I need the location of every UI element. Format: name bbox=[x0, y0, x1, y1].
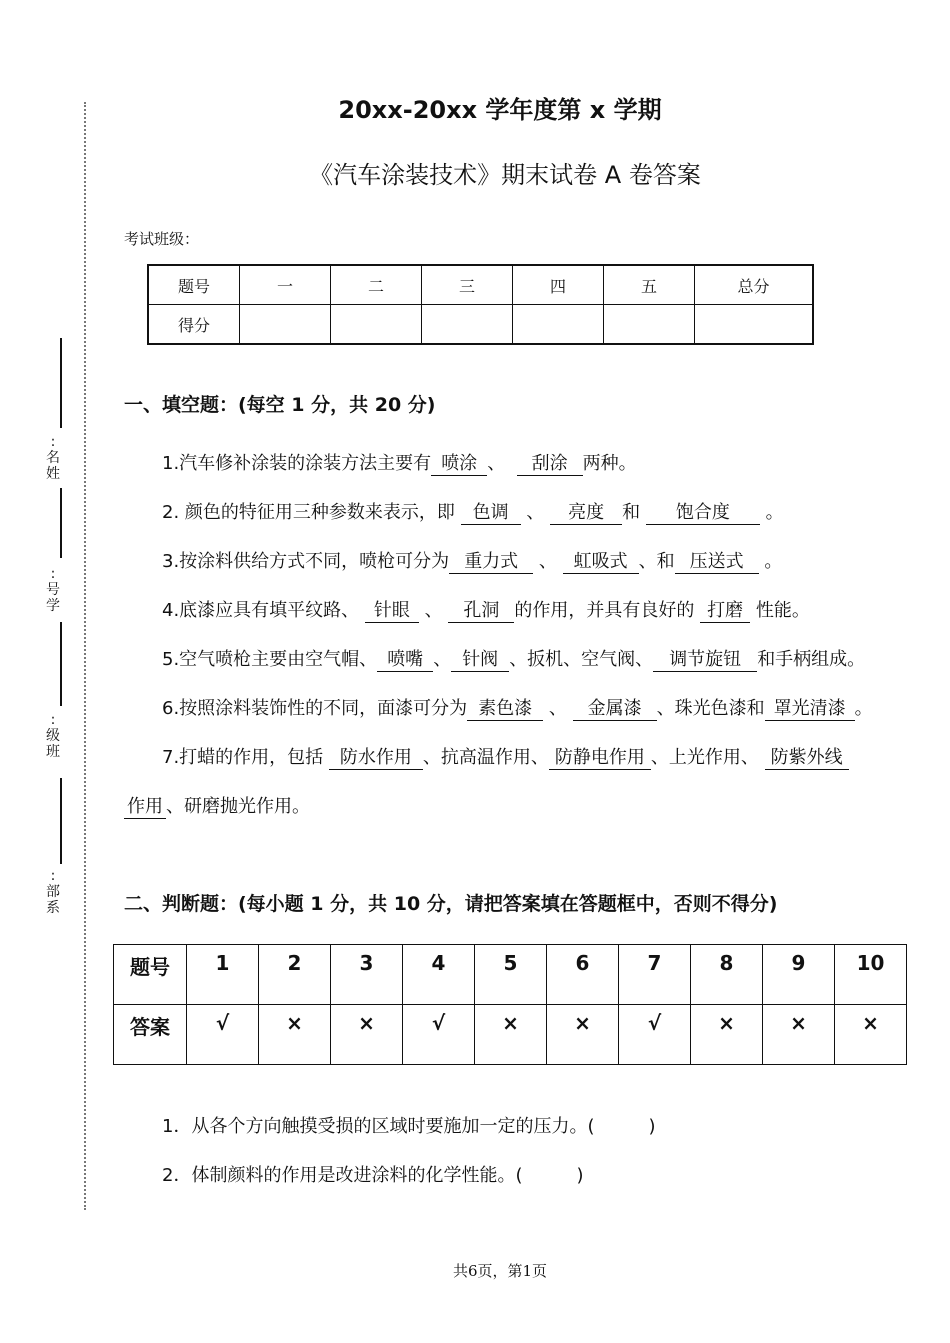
fill-question-2: 2. 颜色的特征用三种参数来表示，即 色调 、 亮度 和 饱合度 。 bbox=[162, 498, 784, 525]
score-cell bbox=[513, 305, 604, 345]
judge-question-1: 1．从各个方向触摸受损的区域时要施加一定的压力。( ) bbox=[162, 1116, 656, 1137]
score-cell bbox=[695, 305, 814, 345]
judge-number-cell: 5 bbox=[475, 945, 547, 1005]
answer-blank: 打磨 bbox=[700, 596, 750, 623]
fill-question-3: 3.按涂料供给方式不同，喷枪可分为 重力式 、 虹吸式 、和 压送式 。 bbox=[162, 547, 782, 574]
answer-blank: 色调 bbox=[461, 498, 521, 525]
judge-number-cell: 10 bbox=[835, 945, 907, 1005]
fill-question-4: 4.底漆应具有填平纹路、 针眼 、 孔洞 的作用，并具有良好的 打磨 性能。 bbox=[162, 596, 810, 623]
class-label: : 级 班 bbox=[46, 712, 60, 760]
judge-row-label: 题号 bbox=[114, 945, 187, 1005]
binding-line bbox=[60, 488, 62, 558]
binding-dotted-line bbox=[84, 102, 86, 1210]
section1-heading: 一、填空题：(每空 1 分，共 20 分) bbox=[124, 394, 436, 416]
judge-number-cell: 7 bbox=[619, 945, 691, 1005]
score-table-score-row bbox=[148, 305, 813, 345]
answer-blank: 亮度 bbox=[550, 498, 622, 525]
answer-blank: 虹吸式 bbox=[563, 547, 639, 574]
binding-line bbox=[60, 622, 62, 706]
judge-number-cell: 1 bbox=[187, 945, 259, 1005]
score-header-cell: 三 bbox=[422, 265, 513, 305]
student-id-label: : 号 学 bbox=[46, 566, 60, 614]
page-footer: 共6页，第1页 bbox=[452, 1262, 548, 1280]
section2-heading: 二、判断题：(每小题 1 分，共 10 分，请把答案填在答题框中，否则不得分) bbox=[124, 893, 778, 915]
score-header-cell: 一 bbox=[240, 265, 331, 305]
answer-blank: 调节旋钮 bbox=[653, 645, 757, 672]
judge-number-cell: 9 bbox=[763, 945, 835, 1005]
fill-question-7-continued: 作用 、研磨抛光作用。 bbox=[124, 792, 310, 819]
score-table bbox=[147, 264, 814, 345]
answer-blank: 针眼 bbox=[365, 596, 419, 623]
score-table-header-row bbox=[148, 265, 813, 305]
judge-row-label: 答案 bbox=[114, 1005, 187, 1065]
answer-blank: 针阀 bbox=[451, 645, 509, 672]
answer-blank: 素色漆 bbox=[467, 694, 543, 721]
fill-question-1: 1.汽车修补涂装的涂装方法主要有 喷涂 、 刮涂 两种。 bbox=[162, 449, 637, 476]
score-header-cell: 五 bbox=[604, 265, 695, 305]
answer-blank: 金属漆 bbox=[573, 694, 657, 721]
judge-answer-cell: × bbox=[763, 1005, 835, 1065]
score-cell bbox=[422, 305, 513, 345]
answer-blank: 喷嘴 bbox=[377, 645, 433, 672]
answer-blank: 喷涂 bbox=[431, 449, 487, 476]
judge-question-2: 2．体制颜料的作用是改进涂料的化学性能。( ) bbox=[162, 1165, 584, 1186]
judge-number-cell: 6 bbox=[547, 945, 619, 1005]
score-row-label: 得分 bbox=[148, 305, 240, 345]
judge-answer-cell: √ bbox=[403, 1005, 475, 1065]
judge-number-cell: 8 bbox=[691, 945, 763, 1005]
judge-number-cell: 3 bbox=[331, 945, 403, 1005]
score-cell bbox=[240, 305, 331, 345]
answer-blank: 刮涂 bbox=[517, 449, 583, 476]
exam-class-label: 考试班级： bbox=[124, 230, 200, 248]
score-header-cell: 题号 bbox=[148, 265, 240, 305]
judge-answer-cell: √ bbox=[619, 1005, 691, 1065]
judge-answer-cell: × bbox=[259, 1005, 331, 1065]
score-cell bbox=[331, 305, 422, 345]
fill-question-6: 6.按照涂料装饰性的不同，面漆可分为 素色漆 、 金属漆 、珠光色漆和 罩光清漆 。 bbox=[162, 694, 873, 721]
fill-question-7: 7.打蜡的作用，包括 防水作用 、抗高温作用、 防静电作用 、上光作用、 防紫外线 bbox=[162, 743, 849, 770]
judge-number-cell: 4 bbox=[403, 945, 475, 1005]
answer-blank: 重力式 bbox=[449, 547, 533, 574]
judge-answer-row bbox=[114, 1005, 907, 1065]
binding-line bbox=[60, 338, 62, 428]
score-cell bbox=[604, 305, 695, 345]
answer-blank: 饱合度 bbox=[646, 498, 760, 525]
fill-question-5: 5.空气喷枪主要由空气帽、 喷嘴 、 针阀 、扳机、空气阀、 调节旋钮 和手柄组成。 bbox=[162, 645, 865, 672]
answer-blank: 孔洞 bbox=[448, 596, 514, 623]
answer-blank: 罩光清漆 bbox=[765, 694, 855, 721]
judge-answer-cell: √ bbox=[187, 1005, 259, 1065]
page-subtitle: 《汽车涂装技术》期末试卷 A 卷答案 bbox=[309, 161, 701, 189]
score-header-cell: 总分 bbox=[695, 265, 814, 305]
department-label: : 部 系 bbox=[46, 868, 60, 916]
judge-answer-cell: × bbox=[547, 1005, 619, 1065]
judge-number-cell: 2 bbox=[259, 945, 331, 1005]
answer-blank: 防静电作用 bbox=[549, 743, 651, 770]
score-header-cell: 二 bbox=[331, 265, 422, 305]
judge-answer-cell: × bbox=[691, 1005, 763, 1065]
judge-answer-cell: × bbox=[835, 1005, 907, 1065]
judge-number-row bbox=[114, 945, 907, 1005]
answer-blank: 防水作用 bbox=[329, 743, 423, 770]
page-title: 20xx-20xx 学年度第 x 学期 bbox=[338, 96, 662, 124]
answer-blank: 压送式 bbox=[675, 547, 759, 574]
score-header-cell: 四 bbox=[513, 265, 604, 305]
binding-line bbox=[60, 778, 62, 864]
answer-blank: 作用 bbox=[124, 792, 166, 819]
judge-answer-table bbox=[113, 944, 907, 1065]
name-label: : 名 姓 bbox=[46, 434, 60, 482]
judge-answer-cell: × bbox=[475, 1005, 547, 1065]
judge-answer-cell: × bbox=[331, 1005, 403, 1065]
answer-blank: 防紫外线 bbox=[765, 743, 849, 770]
